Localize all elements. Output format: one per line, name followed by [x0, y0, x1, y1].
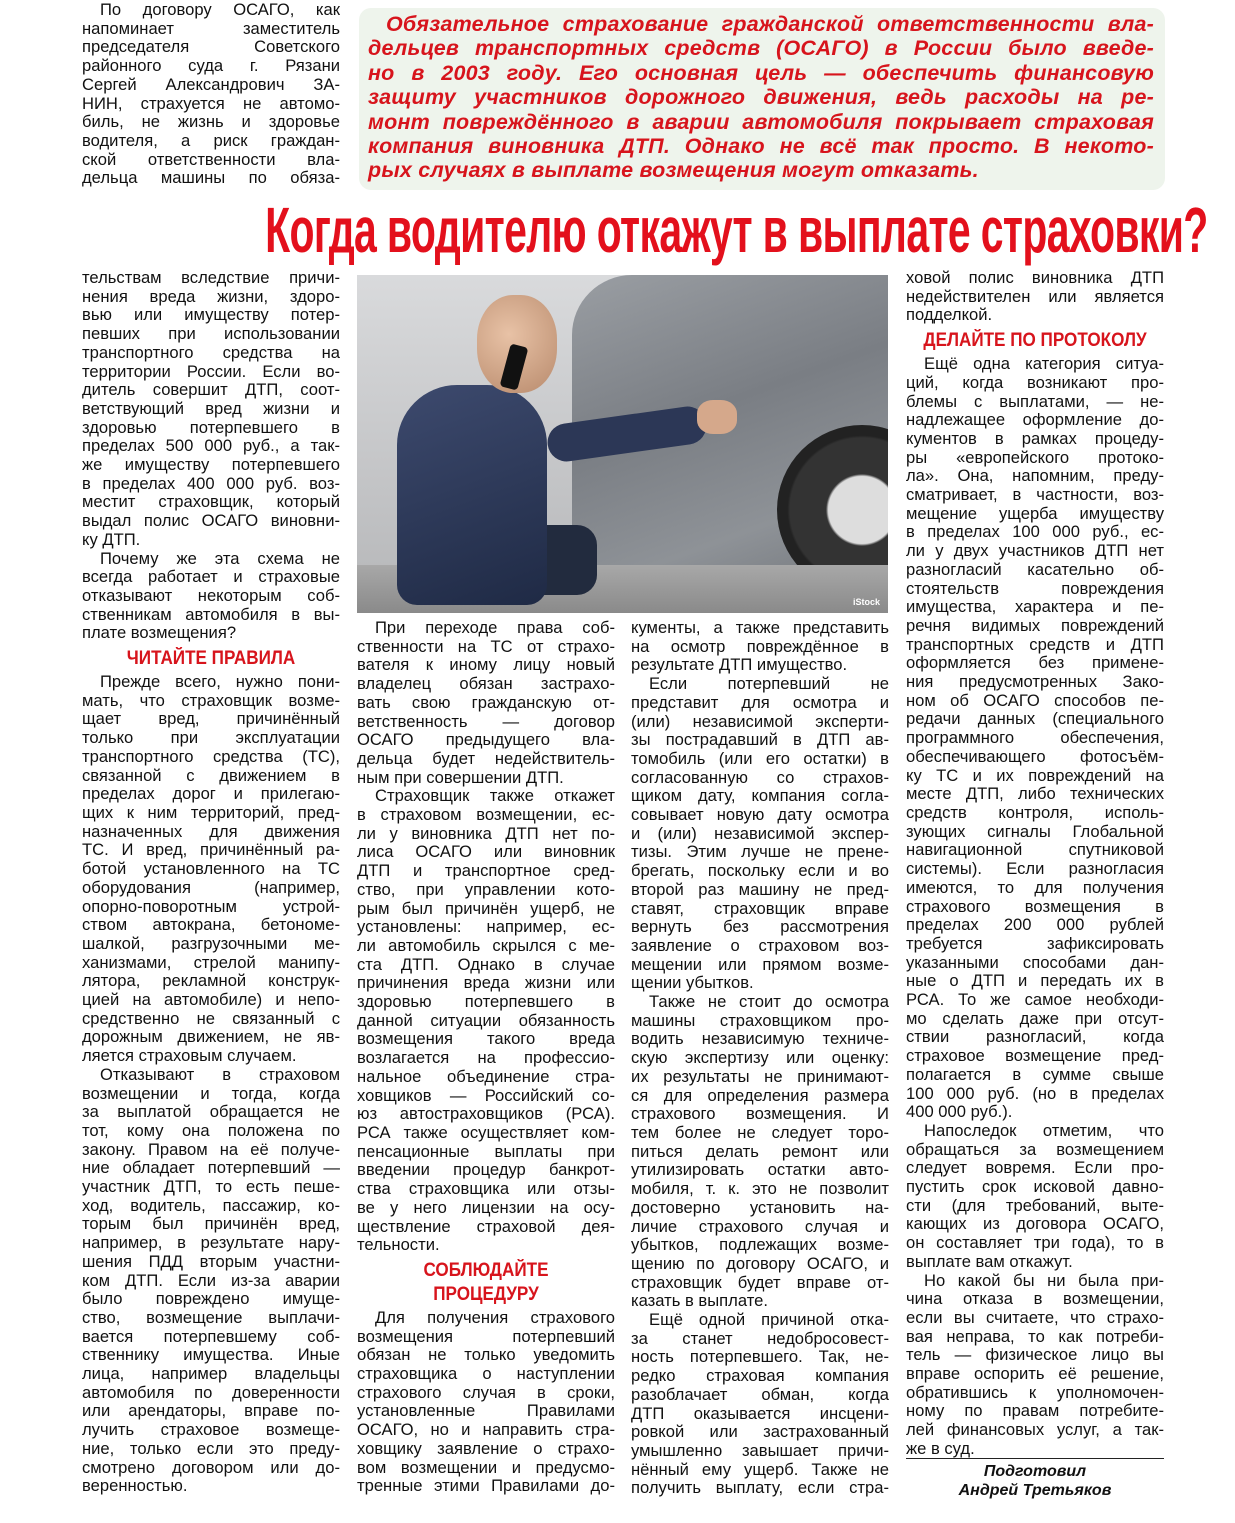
- paragraph-line: ДТП оказывается инсцени-: [631, 1403, 889, 1423]
- lead-line: компания виновника ДТП. Однако не всё так просто. В некото-: [368, 134, 1154, 159]
- paragraph-line: и (или) независимой экспер-: [631, 823, 889, 843]
- paragraph-line: дорожным движением, не яв-: [82, 1027, 340, 1047]
- paragraph-line: ным при совершении ДТП.: [357, 767, 564, 787]
- paragraph-line: указанными способами дан-: [906, 952, 1164, 972]
- paragraph-line: речня видимых повреждений: [906, 615, 1164, 635]
- paragraph-line: редко страховая компания: [631, 1366, 889, 1386]
- paragraph-line: он составляет три года), то в: [906, 1233, 1164, 1253]
- paragraph-line: нённый ему ущерб. Также не: [631, 1459, 889, 1479]
- paragraph-line: вается потерпевшему соб-: [82, 1326, 340, 1346]
- paragraph-line: вернуть без рассмотрения: [631, 917, 889, 937]
- paragraph-line: зы пострадавший в ДТП ав-: [631, 730, 889, 750]
- paragraph-line: нения вреда жизни, здоро-: [82, 286, 340, 306]
- paragraph-line: возлагается на профессио-: [357, 1048, 615, 1068]
- paragraph-line: ство, возмещение выплачи-: [82, 1307, 340, 1327]
- paragraph-line: страхового возмещения. И: [631, 1104, 889, 1124]
- paragraph-line: отказывают некоторым соб-: [82, 585, 340, 605]
- paragraph-line: Ещё одной причиной отка-: [649, 1310, 889, 1330]
- intro-line: Сергей Александрович ЗА-: [82, 74, 340, 94]
- paragraph-line: ханизмами, стрелой манипу-: [82, 952, 340, 972]
- paragraph-line: Для получения страхового: [375, 1307, 615, 1327]
- lead-line: но в 2003 году. Его основная цель — обеспечить финансовую: [368, 60, 1154, 85]
- paragraph-line: вателя к иному лицу новый: [357, 655, 615, 675]
- paragraph-line: утилизировать остатки авто-: [631, 1160, 889, 1180]
- paragraph-line: автомобиля по доверенности: [82, 1382, 340, 1402]
- paragraph-line: навигационной спутниковой: [906, 840, 1164, 860]
- lead-line: рых случаях в выплате возмещения могут отказать.: [368, 158, 979, 183]
- paragraph: [82, 269, 340, 550]
- paragraph-line: РСА также осуществляет ком-: [357, 1122, 615, 1142]
- paragraph-line: связанной с движением в: [82, 765, 340, 785]
- paragraph-line: сматривает, в частности, воз-: [906, 485, 1164, 505]
- paragraph-line: ОСАГО предыдущего вла-: [357, 730, 615, 750]
- paragraph-line: было повреждено имуще-: [82, 1289, 340, 1309]
- paragraph-line: При переходе права соб-: [375, 618, 615, 637]
- paragraph-line: ставят, страховщик вправе: [631, 898, 889, 918]
- paragraph-line: же имуществу потерпевшего: [82, 455, 340, 475]
- paragraph-line: ние, только если это преду-: [82, 1438, 340, 1458]
- paragraph-line: дельца будет недействитель-: [357, 748, 615, 768]
- paragraph-line: транспортных средств и ДТП: [906, 634, 1164, 654]
- lead-line: монт повреждённого в аварии автомобиля покрывает страховая: [368, 109, 1154, 134]
- paragraph-line: ственности на ТС от страхо-: [357, 636, 615, 656]
- paragraph-line: возмещения такого вреда: [357, 1029, 615, 1049]
- paragraph-line: страховщик будет вправе от-: [631, 1272, 889, 1292]
- paragraph-line: достоверно установить на-: [631, 1197, 889, 1217]
- intro-line: районного суда г. Рязани: [82, 56, 340, 76]
- paragraph-line: опорно-поворотным устрой-: [82, 896, 340, 916]
- paragraph-line: брегать, поскольку если и во: [631, 861, 889, 881]
- headline: [0, 194, 1235, 266]
- paragraph-line: Прежде всего, нужно пони-: [100, 672, 340, 692]
- paragraph-line: сти (для требований, выте-: [906, 1195, 1164, 1215]
- paragraph-line: данной ситуации обязанность: [357, 1010, 615, 1030]
- paragraph-line: вправе оспорить её решение,: [906, 1364, 1164, 1384]
- paragraph-line: ветственность — договор: [357, 711, 615, 731]
- paragraph-line: ному по правам потребите-: [906, 1401, 1164, 1421]
- paragraph-line: тот, кому она положена по: [82, 1120, 340, 1140]
- section-heading-line: ЧИТАЙТЕ ПРАВИЛА: [126, 648, 296, 670]
- paragraph-line: убытков, подлежащих возме-: [631, 1235, 889, 1255]
- paragraph-line: 400 000 руб.).: [906, 1102, 1013, 1122]
- intro-line: председателя Советского: [82, 37, 340, 57]
- paragraph-line: ства страховщика или отзы-: [357, 1179, 615, 1199]
- paragraph-line: обратившись к уполномочен-: [906, 1382, 1164, 1402]
- paragraph-line: страхового случая в сроки,: [357, 1382, 615, 1402]
- intro-line: дельца машины по обяза-: [82, 168, 340, 188]
- paragraph-line: Если потерпевший не: [649, 674, 889, 694]
- paragraph-line: певших при использовании: [82, 324, 340, 344]
- paragraph-line: вать свою гражданскую от-: [357, 692, 615, 712]
- paragraph-line: нальное объединение стра-: [357, 1066, 615, 1086]
- paragraph-line: здоровью потерпевшего в: [357, 992, 615, 1012]
- paragraph-line: тем более не следует торо-: [631, 1122, 889, 1142]
- paragraph-line: тельствам вследствие причи-: [82, 268, 340, 287]
- paragraph-line: ховщиков — Российский со-: [357, 1085, 615, 1105]
- paragraph-line: зующих сигналы Глобальной: [906, 821, 1164, 841]
- intro-line: НИН, страхуется не автомо-: [82, 93, 340, 113]
- paragraph-line: ственнику имущества. Иные: [82, 1345, 340, 1365]
- paragraph-line: представит для осмотра и: [631, 692, 889, 712]
- paragraph: [631, 1311, 889, 1498]
- paragraph-line: участник ДТП, то есть пеше-: [82, 1177, 340, 1197]
- paragraph-line: щих к ним территорий, пред-: [82, 802, 340, 822]
- paragraph-line: лятора, рекламной конструк-: [82, 971, 340, 991]
- paragraph-line: следует вовремя. Если про-: [906, 1158, 1164, 1178]
- paragraph-line: щении убытков.: [631, 973, 754, 993]
- paragraph-line: вая неправа, то как потреби-: [906, 1326, 1164, 1346]
- paragraph-line: щению по договору ОСАГО, и: [631, 1253, 889, 1273]
- paragraph-line: или арендаторы, вправе по-: [82, 1401, 340, 1421]
- section-heading: [919, 329, 1151, 353]
- paragraph-line: только при эксплуатации: [82, 728, 340, 748]
- paragraph-line: казать в выплате.: [631, 1291, 768, 1311]
- paragraph: [906, 269, 1164, 325]
- paragraph-line: скую экспертизу или оценку:: [631, 1048, 889, 1068]
- paragraph-line: обеспечивающего фотосъём-: [906, 746, 1164, 766]
- paragraph-line: страховщика о наступлении: [357, 1364, 615, 1384]
- paragraph-line: ОСАГО, но и направить стра-: [357, 1420, 615, 1440]
- man-body-illustration: [397, 385, 547, 605]
- lead-line: защиту участников дорожного движения, ведь расходы на ре-: [368, 85, 1154, 110]
- paragraph-line: ность потерпевшего. Так, не-: [631, 1347, 889, 1367]
- paragraph-line: ство, при управлении кото-: [357, 879, 615, 899]
- paragraph: [631, 619, 889, 675]
- paragraph-line: торым был причинён вред,: [82, 1214, 340, 1234]
- paragraph: [82, 550, 340, 644]
- paragraph-line: кументы, а также представить: [631, 618, 889, 637]
- paragraph-line: закону. Правом на её получе-: [82, 1139, 340, 1159]
- paragraph-line: Также не стоит до осмотра: [649, 992, 889, 1012]
- paragraph-line: лей финансовых услуг, а так-: [906, 1420, 1164, 1440]
- paragraph-line: выплате вам откажут.: [906, 1251, 1073, 1271]
- paragraph-line: ные о ДТП и передать их в: [906, 971, 1164, 991]
- paragraph-line: ном об ОСАГО способов пе-: [906, 690, 1164, 710]
- paragraph-line: лиса ОСАГО или виновник: [357, 842, 615, 862]
- paragraph-line: питься делать ремонт или: [631, 1141, 889, 1161]
- signature-author: Андрей Третьяков: [958, 1482, 1112, 1499]
- lead-text: [368, 12, 1154, 183]
- paragraph-line: лучить страховое возмеще-: [82, 1420, 340, 1440]
- paragraph: [82, 673, 340, 1066]
- paragraph-line: ховой полис виновника ДТП: [906, 268, 1164, 287]
- paragraph-line: ры «европейского протоко-: [906, 447, 1164, 467]
- section-heading: [370, 1259, 602, 1307]
- paragraph-line: оборудования (например,: [82, 877, 340, 897]
- paragraph-line: назначенных для движения: [82, 821, 340, 841]
- paragraph-line: ся для определения размера: [631, 1085, 889, 1105]
- article-column-1: [82, 269, 340, 1496]
- paragraph-line: тельности.: [357, 1235, 440, 1255]
- paragraph-line: ния предусмотренных Зако-: [906, 672, 1164, 692]
- paragraph-line: страхового возмещения в: [906, 896, 1164, 916]
- paragraph-line: ботой установленного на ТС: [82, 859, 340, 879]
- paragraph-line: разоблачает обман, когда: [631, 1384, 889, 1404]
- paragraph-line: машины страховщиком про-: [631, 1010, 889, 1030]
- paragraph-line: установленные Правилами: [357, 1401, 615, 1421]
- paragraph-line: пустить срок исковой давно-: [906, 1177, 1164, 1197]
- signature-label: Подготовил: [983, 1463, 1087, 1480]
- paragraph-line: кающих из договора ОСАГО,: [906, 1214, 1164, 1234]
- paragraph-line: например, в результате нару-: [82, 1233, 340, 1253]
- paragraph-line: полагается в сумме свыше: [906, 1064, 1164, 1084]
- paragraph-line: Отказывают в страховом: [100, 1064, 340, 1084]
- paragraph-line: надлежащее оформление до-: [906, 410, 1164, 430]
- paragraph-line: плате возмещения?: [82, 623, 237, 643]
- paragraph-line: программного обеспечения,: [906, 728, 1164, 748]
- paragraph-line: ку ТС и их повреждений на: [906, 765, 1164, 785]
- paragraph-line: средств контроля, исполь-: [906, 802, 1164, 822]
- paragraph-line: 100 000 руб. (но в пределах: [906, 1083, 1164, 1103]
- paragraph-line: пределах 200 000 рублей: [906, 915, 1164, 935]
- paragraph-line: в пределах 100 000 руб., ес-: [906, 522, 1164, 542]
- paragraph-line: смотрено договором или до-: [82, 1457, 340, 1477]
- paragraph-line: обязан не только уведомить: [357, 1345, 615, 1365]
- paragraph-line: ровкой или застрахованный: [631, 1422, 889, 1442]
- paragraph-line: недействителен или является: [906, 286, 1164, 306]
- paragraph-line: ход, водитель, пассажир, ко-: [82, 1195, 340, 1215]
- signature: [906, 1462, 1164, 1500]
- paragraph-line: имущества, характера и пе-: [906, 597, 1164, 617]
- paragraph-line: щиком дату, компания согла-: [631, 786, 889, 806]
- paragraph-line: ТС. И вред, причинённый ра-: [82, 840, 340, 860]
- paragraph-line: транспортного средства (ТС),: [82, 746, 340, 766]
- lead-line: дельцев транспортных средств (ОСАГО) в России было введе-: [368, 36, 1154, 61]
- paragraph-line: пределах дорог и прилегаю-: [82, 784, 340, 804]
- paragraph-line: (или) независимой эксперти-: [631, 711, 889, 731]
- paragraph-line: дитель совершит ДТП, соот-: [82, 380, 340, 400]
- paragraph: [906, 1122, 1164, 1272]
- paragraph-line: получить выплату, если стра-: [631, 1478, 889, 1498]
- paragraph: [82, 1066, 340, 1496]
- paragraph: [906, 355, 1164, 1122]
- section-heading-line: СОБЛЮДАЙТЕ: [423, 1259, 549, 1281]
- intro-line: ской ответственности вла-: [82, 149, 340, 169]
- intro-line: биль, не жизнь и здоровье: [82, 112, 340, 132]
- paragraph-line: редачи данных (специального: [906, 709, 1164, 729]
- paragraph-line: средственно не связанный с: [82, 1008, 340, 1028]
- paragraph-line: Ещё одна категория ситуа-: [924, 354, 1164, 374]
- paragraph-line: блемы с выплатами, — не-: [906, 391, 1164, 411]
- paragraph-line: возмещения потерпевший: [357, 1326, 615, 1346]
- paragraph-line: же в суд.: [906, 1438, 975, 1458]
- intro-line: напоминает заместитель: [82, 18, 340, 38]
- paragraph-line: шения ПДД вторым участни-: [82, 1251, 340, 1271]
- lead-line: Обязательное страхование гражданской ответственности вла-: [386, 12, 1154, 36]
- paragraph-line: ли автомобиль скрылся с ме-: [357, 935, 615, 955]
- paragraph-line: результате ДТП имущество.: [631, 655, 848, 675]
- paragraph-line: стоятельств повреждения: [906, 578, 1164, 598]
- paragraph-line: ли у виновника ДТП нет по-: [357, 823, 615, 843]
- paragraph-line: личие страхового случая и: [631, 1216, 889, 1236]
- paragraph-line: введении процедур банкрот-: [357, 1160, 615, 1180]
- paragraph-line: водить независимую техниче-: [631, 1029, 889, 1049]
- paragraph-line: ховщику заявление о страхо-: [357, 1438, 615, 1458]
- paragraph-line: ством автокрана, бетономе-: [82, 915, 340, 935]
- paragraph-line: ственникам автомобиля в вы-: [82, 604, 340, 624]
- paragraph-line: заявление о страховом воз-: [631, 935, 889, 955]
- paragraph-line: владелец обязан застрахо-: [357, 674, 615, 694]
- paragraph-line: оформляется без примене-: [906, 653, 1164, 673]
- paragraph-line: в страховом возмещении, ес-: [357, 805, 615, 825]
- article-column-4: [906, 269, 1164, 1459]
- paragraph-line: чина отказа в возмещении,: [906, 1289, 1164, 1309]
- paragraph-line: установлены: например, ес-: [357, 917, 615, 937]
- paragraph-line: требуется зафиксировать: [906, 933, 1164, 953]
- paragraph-line: щает вред, причинённый: [82, 709, 340, 729]
- paragraph: [357, 787, 615, 1255]
- paragraph-line: рым был причинён ущерб, не: [357, 898, 615, 918]
- paragraph-line: согласованную со страхов-: [631, 767, 889, 787]
- paragraph-line: если вы считаете, что страхо-: [906, 1307, 1164, 1327]
- paragraph-line: причинения вреда жизни или: [357, 973, 615, 993]
- paragraph-line: Но какой бы ни была при-: [924, 1270, 1164, 1290]
- paragraph-line: разногласий касательно об-: [906, 559, 1164, 579]
- paragraph-line: мо сделать даже при отсут-: [906, 1008, 1164, 1028]
- paragraph-line: мать, что страховщик возме-: [82, 690, 340, 710]
- paragraph-line: тизы. Этим лучше не прене-: [631, 842, 889, 862]
- paragraph-line: месте ДТП, либо технических: [906, 784, 1164, 804]
- paragraph-line: умышленно завышает причи-: [631, 1440, 889, 1460]
- paragraph-line: всегда работает и страховые: [82, 567, 340, 587]
- paragraph-line: второй раз машину не пред-: [631, 879, 889, 899]
- paragraph-line: лица, например владельцы: [82, 1364, 340, 1384]
- article-photo: [357, 275, 888, 613]
- paragraph-line: пределах 500 000 руб., а так-: [82, 436, 340, 456]
- paragraph-line: подделкой.: [906, 305, 993, 325]
- paragraph-line: ком ДТП. Если из-за аварии: [82, 1270, 340, 1290]
- paragraph-line: томобиль (или его остатки) в: [631, 748, 889, 768]
- paragraph-line: ляется страховым случаем.: [82, 1046, 297, 1066]
- paragraph-line: цией на автомобиле) и непо-: [82, 990, 340, 1010]
- paragraph-line: тель — физическое лицо вы: [906, 1345, 1164, 1365]
- paragraph-line: ве у него лицензии на осу-: [357, 1197, 615, 1217]
- section-heading: [95, 647, 327, 671]
- paragraph-line: страховое возмещение пред-: [906, 1046, 1164, 1066]
- paragraph-line: ществление страховой дея-: [357, 1216, 615, 1236]
- paragraph-line: выдал полис ОСАГО виновни-: [82, 511, 340, 531]
- paragraph-line: их результаты не принимают-: [631, 1066, 889, 1086]
- paragraph-line: ветствующий вред жизни и: [82, 398, 340, 418]
- paragraph-line: юз автостраховщиков (РСА).: [357, 1104, 615, 1124]
- paragraph-line: ла». Она, напомним, преду-: [906, 466, 1164, 486]
- paragraph-line: ций, когда возникают про-: [906, 372, 1164, 392]
- section-heading-line: ДЕЛАЙТЕ ПО ПРОТОКОЛУ: [923, 330, 1147, 352]
- paragraph: [631, 675, 889, 993]
- paragraph: [631, 993, 889, 1311]
- paragraph-line: имеются, то для получения: [906, 877, 1164, 897]
- paragraph-line: веренностью.: [82, 1476, 188, 1496]
- man-hand-illustration: [697, 400, 737, 434]
- paragraph-line: здоровью потерпевшего в: [82, 417, 340, 437]
- paragraph-line: пенсационные выплаты при: [357, 1141, 615, 1161]
- paragraph-line: ли у двух участников ДТП нет: [906, 541, 1164, 561]
- headline-text: Когда водителю откажут в выплате страховки?: [265, 194, 1208, 266]
- article-column-3: [631, 619, 889, 1498]
- paragraph: [357, 1309, 615, 1496]
- paragraph-line: вью или имуществу потер-: [82, 305, 340, 325]
- paragraph-line: кументов в рамках процеду-: [906, 428, 1164, 448]
- paragraph-line: транспортного средства на: [82, 342, 340, 362]
- paragraph-line: ста ДТП. Однако в случае: [357, 954, 615, 974]
- paragraph-line: мещение ущерба имуществу: [906, 503, 1164, 523]
- intro-line: По договору ОСАГО, как: [100, 0, 340, 19]
- paragraph-line: обращаться за возмещением: [906, 1139, 1164, 1159]
- signature-divider: [906, 1458, 1164, 1459]
- paragraph-line: Страховщик также откажет: [375, 786, 615, 806]
- paragraph-line: возмещении и тогда, когда: [82, 1083, 340, 1103]
- paragraph-line: ние обладает потерпевший —: [82, 1158, 340, 1178]
- paragraph-line: тренные этими Правилами до-: [357, 1476, 615, 1496]
- paragraph-line: местит страховщик, который: [82, 492, 340, 512]
- paragraph-line: ку ДТП.: [82, 529, 141, 549]
- paragraph-line: вом возмещении и предусмо-: [357, 1457, 615, 1477]
- paragraph-line: за выплатой обращается не: [82, 1102, 340, 1122]
- intro-left-column: [82, 1, 340, 188]
- paragraph-line: РСА. То же самое необходи-: [906, 990, 1164, 1010]
- paragraph-line: мобиля, т. к. это не позволит: [631, 1179, 889, 1199]
- paragraph-line: совывает новую дату осмотра: [631, 805, 889, 825]
- paragraph-line: в пределах 400 000 руб. воз-: [82, 473, 340, 493]
- paragraph-line: шалкой, разгрузочными ме-: [82, 933, 340, 953]
- paragraph-line: мещении или прямом возме-: [631, 954, 889, 974]
- paragraph-line: территории России. Если во-: [82, 361, 340, 381]
- paragraph: [357, 619, 615, 787]
- paragraph-line: системы). Если разногласия: [906, 859, 1164, 879]
- paragraph-line: за станет недобросовест-: [631, 1328, 889, 1348]
- paragraph-line: ствии разногласий, когда: [906, 1027, 1164, 1047]
- intro-line: водителя, а риск граждан-: [82, 130, 340, 150]
- article-column-2: [357, 619, 615, 1496]
- paragraph-line: на осмотр повреждённое в: [631, 636, 889, 656]
- paragraph-line: Почему же эта схема не: [100, 548, 340, 568]
- paragraph-line: Напоследок отметим, что: [924, 1120, 1164, 1140]
- photo-credit: iStock: [852, 597, 880, 607]
- paragraph: [906, 1272, 1164, 1459]
- section-heading-line: ПРОЦЕДУРУ: [433, 1283, 539, 1305]
- paragraph-line: ДТП и транспортное сред-: [357, 861, 615, 881]
